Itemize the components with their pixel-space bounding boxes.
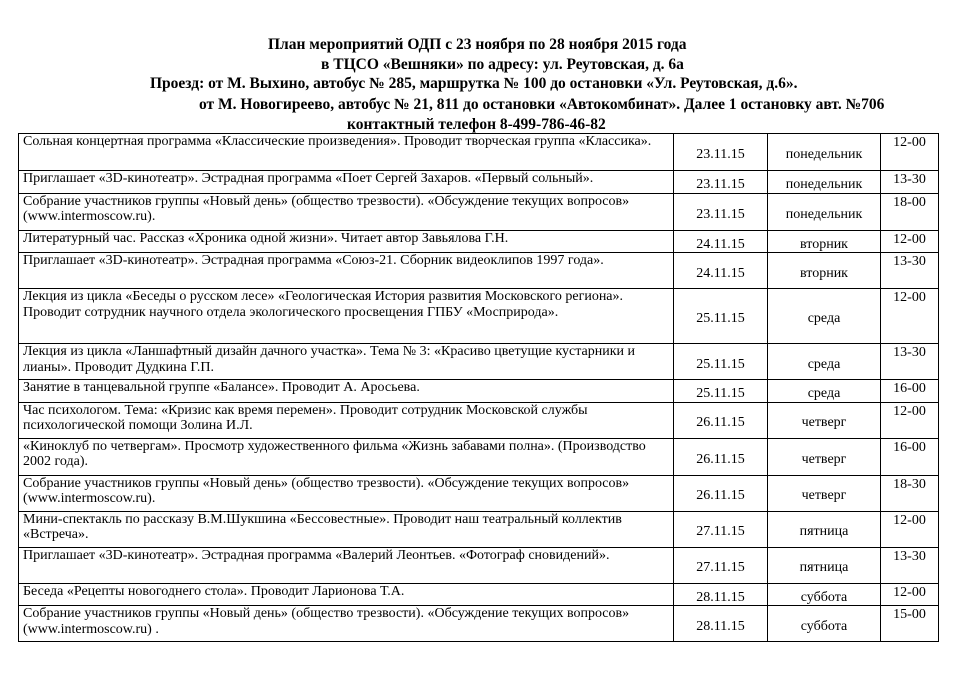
event-weekday: суббота (768, 606, 881, 642)
event-description: Час психологом. Тема: «Кризис как время перемен». Проводит сотрудник Московской службы психологической помощи Золина И.Л. (19, 402, 674, 438)
directions-novogireevo: от М. Новогиреево, автобус № 21, 811 до остановки «Автокомбинат». Далее 1 остановку авт. №706 (199, 96, 885, 113)
event-time: 12-00 (881, 289, 939, 344)
event-date: 28.11.15 (674, 583, 768, 606)
event-time: 16-00 (881, 380, 939, 403)
event-date: 26.11.15 (674, 475, 768, 511)
event-weekday: четверг (768, 402, 881, 438)
event-time: 12-00 (881, 511, 939, 547)
event-date: 23.11.15 (674, 193, 768, 230)
event-time: 12-00 (881, 402, 939, 438)
event-description: Собрание участников группы «Новый день» (общество трезвости). «Обсуждение текущих вопросов» (www.intermoscow.ru). (19, 475, 674, 511)
event-time: 12-00 (881, 583, 939, 606)
event-date: 24.11.15 (674, 230, 768, 253)
table-row (19, 134, 939, 171)
event-time: 13-30 (881, 171, 939, 194)
table-row (19, 344, 939, 380)
event-description: Лекция из цикла «Беседы о русском лесе» «Геологическая История развития Московского региона». Проводит сотрудник научного отдела экологического просвещения ГПБУ «Мосприрода». (19, 289, 674, 344)
event-time: 16-00 (881, 438, 939, 475)
table-row (19, 547, 939, 583)
event-date: 28.11.15 (674, 606, 768, 642)
event-description: Собрание участников группы «Новый день» (общество трезвости). «Обсуждение текущих вопросов» (www.intermoscow.ru) . (19, 606, 674, 642)
event-date: 24.11.15 (674, 253, 768, 289)
table-row (19, 511, 939, 547)
directions-vykhino: Проезд: от М. Выхино, автобус № 285, маршрутка № 100 до остановки «Ул. Реутовская, д.6». (150, 75, 798, 92)
event-date: 23.11.15 (674, 171, 768, 194)
events-table (18, 133, 939, 642)
event-time: 13-30 (881, 547, 939, 583)
table-row (19, 402, 939, 438)
event-description: Сольная концертная программа «Классические произведения». Проводит творческая группа «Классика». (19, 134, 674, 171)
plan-title: План мероприятий ОДП с 23 ноября по 28 ноября 2015 года (268, 36, 687, 53)
event-description: Приглашает «3D-кинотеатр». Эстрадная программа «Валерий Леонтьев. «Фотограф сновидений». (19, 547, 674, 583)
event-weekday: среда (768, 380, 881, 403)
event-time: 12-00 (881, 134, 939, 171)
event-weekday: пятница (768, 547, 881, 583)
event-weekday: среда (768, 344, 881, 380)
event-time: 18-30 (881, 475, 939, 511)
event-description: Литературный час. Рассказ «Хроника одной жизни». Читает автор Завьялова Г.Н. (19, 230, 674, 253)
event-date: 26.11.15 (674, 402, 768, 438)
event-description: Приглашает «3D-кинотеатр». Эстрадная программа «Союз-21. Сборник видеоклипов 1997 года». (19, 253, 674, 289)
table-row (19, 193, 939, 230)
event-time: 13-30 (881, 253, 939, 289)
event-date: 25.11.15 (674, 380, 768, 403)
event-description: Мини-спектакль по рассказу В.М.Шукшина «Бессовестные». Проводит наш театральный коллектив «Встреча». (19, 511, 674, 547)
event-weekday: вторник (768, 230, 881, 253)
event-description: Беседа «Рецепты новогоднего стола». Проводит Ларионова Т.А. (19, 583, 674, 606)
table-row (19, 606, 939, 642)
event-weekday: понедельник (768, 171, 881, 194)
table-row (19, 171, 939, 194)
event-date: 27.11.15 (674, 511, 768, 547)
event-weekday: понедельник (768, 193, 881, 230)
contact-phone: контактный телефон 8-499-786-46-82 (347, 116, 606, 133)
event-weekday: четверг (768, 475, 881, 511)
event-time: 18-00 (881, 193, 939, 230)
table-row (19, 583, 939, 606)
event-date: 25.11.15 (674, 344, 768, 380)
table-row (19, 289, 939, 344)
event-time: 13-30 (881, 344, 939, 380)
event-description: Приглашает «3D-кинотеатр». Эстрадная программа «Поет Сергей Захаров. «Первый сольный». (19, 171, 674, 194)
event-description: Собрание участников группы «Новый день» (общество трезвости). «Обсуждение текущих вопросов» (www.intermoscow.ru). (19, 193, 674, 230)
table-row (19, 438, 939, 475)
event-description: Занятие в танцевальной группе «Балансе». Проводит А. Аросьева. (19, 380, 674, 403)
table-row (19, 230, 939, 253)
event-weekday: среда (768, 289, 881, 344)
event-date: 23.11.15 (674, 134, 768, 171)
table-row (19, 380, 939, 403)
event-description: «Киноклуб по четвергам». Просмотр художественного фильма «Жизнь забавами полна». (Производство 2002 года). (19, 438, 674, 475)
event-weekday: пятница (768, 511, 881, 547)
event-time: 12-00 (881, 230, 939, 253)
event-time: 15-00 (881, 606, 939, 642)
table-row (19, 475, 939, 511)
venue-address: в ТЦСО «Вешняки» по адресу: ул. Реутовская, д. 6а (321, 56, 684, 73)
event-date: 25.11.15 (674, 289, 768, 344)
event-date: 27.11.15 (674, 547, 768, 583)
event-weekday: суббота (768, 583, 881, 606)
event-weekday: понедельник (768, 134, 881, 171)
event-description: Лекция из цикла «Ланшафтный дизайн дачного участка». Тема № 3: «Красиво цветущие кустарники и лианы». Проводит Дудкина Г.П. (19, 344, 674, 380)
event-date: 26.11.15 (674, 438, 768, 475)
table-row (19, 253, 939, 289)
event-weekday: четверг (768, 438, 881, 475)
event-weekday: вторник (768, 253, 881, 289)
